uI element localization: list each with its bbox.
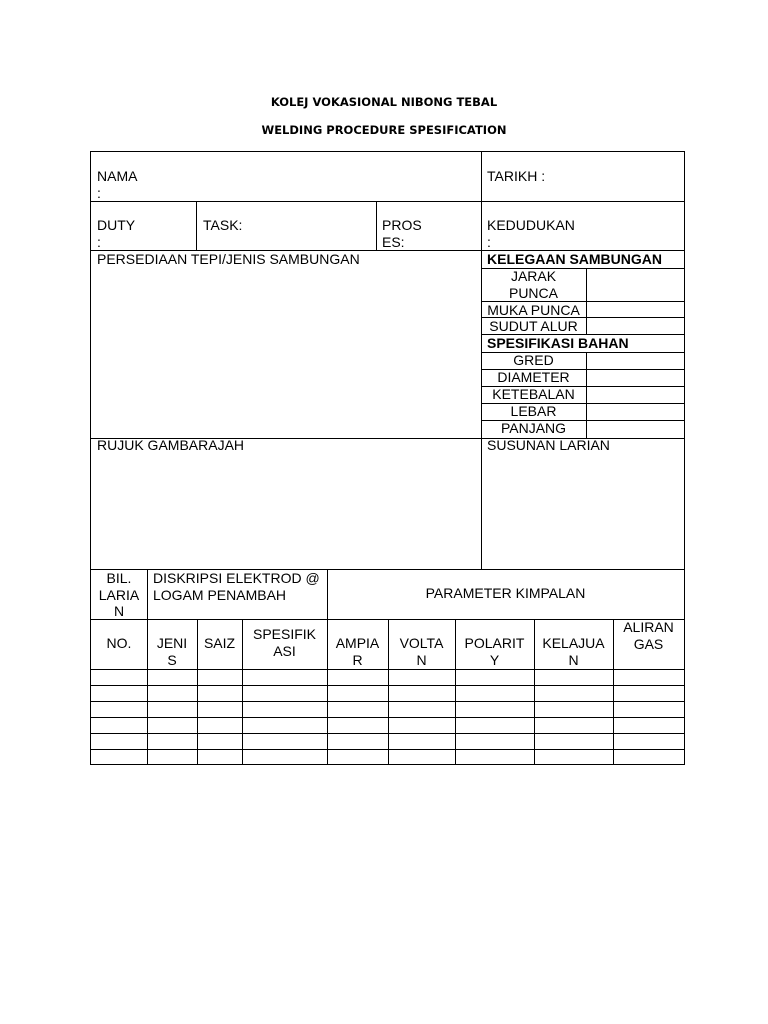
kedudukan-field[interactable] <box>481 201 684 250</box>
panjang-field[interactable] <box>586 420 684 438</box>
col-spesifikasi: SPESIFIK ASI <box>252 626 317 659</box>
table-row[interactable] <box>91 685 684 701</box>
parameter-kimpalan-header: PARAMETER KIMPALAN <box>425 585 586 601</box>
muka-punca-label: MUKA PUNCA <box>487 302 580 318</box>
col-kelajuan: KELAJUA N <box>542 635 605 668</box>
panjang-label: PANJANG <box>500 420 567 436</box>
susunan-larian-area[interactable] <box>481 438 684 569</box>
proses-label: PROS ES: <box>382 217 422 250</box>
task-field[interactable] <box>196 201 376 250</box>
gred-label: GRED <box>513 352 554 368</box>
tarikh-field[interactable] <box>481 152 684 201</box>
spesifikasi-title: SPESIFIKASI BAHAN <box>487 335 629 351</box>
col-no: NO. <box>106 635 132 651</box>
col-ampiar: AMPIA R <box>335 635 380 668</box>
col-aliran-gas: ALIRAN GAS <box>623 619 674 652</box>
col-voltan: VOLTA N <box>399 635 444 668</box>
sudut-alur-label: SUDUT ALUR <box>489 318 578 334</box>
sudut-alur-field[interactable] <box>586 317 684 334</box>
table-row[interactable] <box>91 701 684 717</box>
duty-label: DUTY : <box>97 217 136 250</box>
col-jenis: JENI S <box>156 635 188 668</box>
table-row[interactable] <box>91 669 684 685</box>
table-row[interactable] <box>91 733 684 749</box>
jarak-punca-label: JARAK PUNCA <box>508 268 558 301</box>
lebar-label: LEBAR <box>510 403 557 419</box>
school-name: KOLEJ VOKASIONAL NIBONG TEBAL <box>270 95 498 109</box>
susunan-larian-label: SUSUNAN LARIAN <box>487 437 610 453</box>
nama-label: NAMA : <box>97 168 138 201</box>
rujuk-gambarajah-label: RUJUK GAMBARAJAH <box>97 437 245 453</box>
gred-field[interactable] <box>586 352 684 369</box>
jarak-punca-field[interactable] <box>586 268 684 301</box>
muka-punca-field[interactable] <box>586 301 684 317</box>
wps-form-table <box>90 151 685 765</box>
kedudukan-label: KEDUDUKAN : <box>487 217 575 250</box>
diskripsi-elektrod-header: DISKRIPSI ELEKTROD @ LOGAM PENAMBAH <box>153 570 320 603</box>
diameter-field[interactable] <box>586 369 684 386</box>
bil-larian-header: BIL. LARIA N <box>98 570 140 619</box>
duty-field[interactable] <box>91 201 196 250</box>
kelegaan-title: KELEGAAN SAMBUNGAN <box>487 251 662 267</box>
ketebalan-label: KETEBALAN <box>492 386 575 402</box>
tarikh-label: TARIKH : <box>487 168 546 184</box>
ketebalan-field[interactable] <box>586 386 684 403</box>
persediaan-label: PERSEDIAAN TEPI/JENIS SAMBUNGAN <box>97 251 360 267</box>
diameter-label: DIAMETER <box>497 369 570 385</box>
table-row[interactable] <box>91 749 684 765</box>
table-row[interactable] <box>91 717 684 733</box>
lebar-field[interactable] <box>586 403 684 420</box>
task-label: TASK: <box>203 217 243 233</box>
col-saiz: SAIZ <box>203 635 236 651</box>
col-polarity: POLARIT Y <box>464 635 525 668</box>
rujuk-gambarajah-area[interactable] <box>91 438 481 569</box>
persediaan-area[interactable] <box>91 250 481 438</box>
nama-field[interactable] <box>91 152 481 201</box>
document-title: WELDING PROCEDURE SPESIFICATION <box>261 123 507 137</box>
proses-field[interactable] <box>376 201 481 250</box>
